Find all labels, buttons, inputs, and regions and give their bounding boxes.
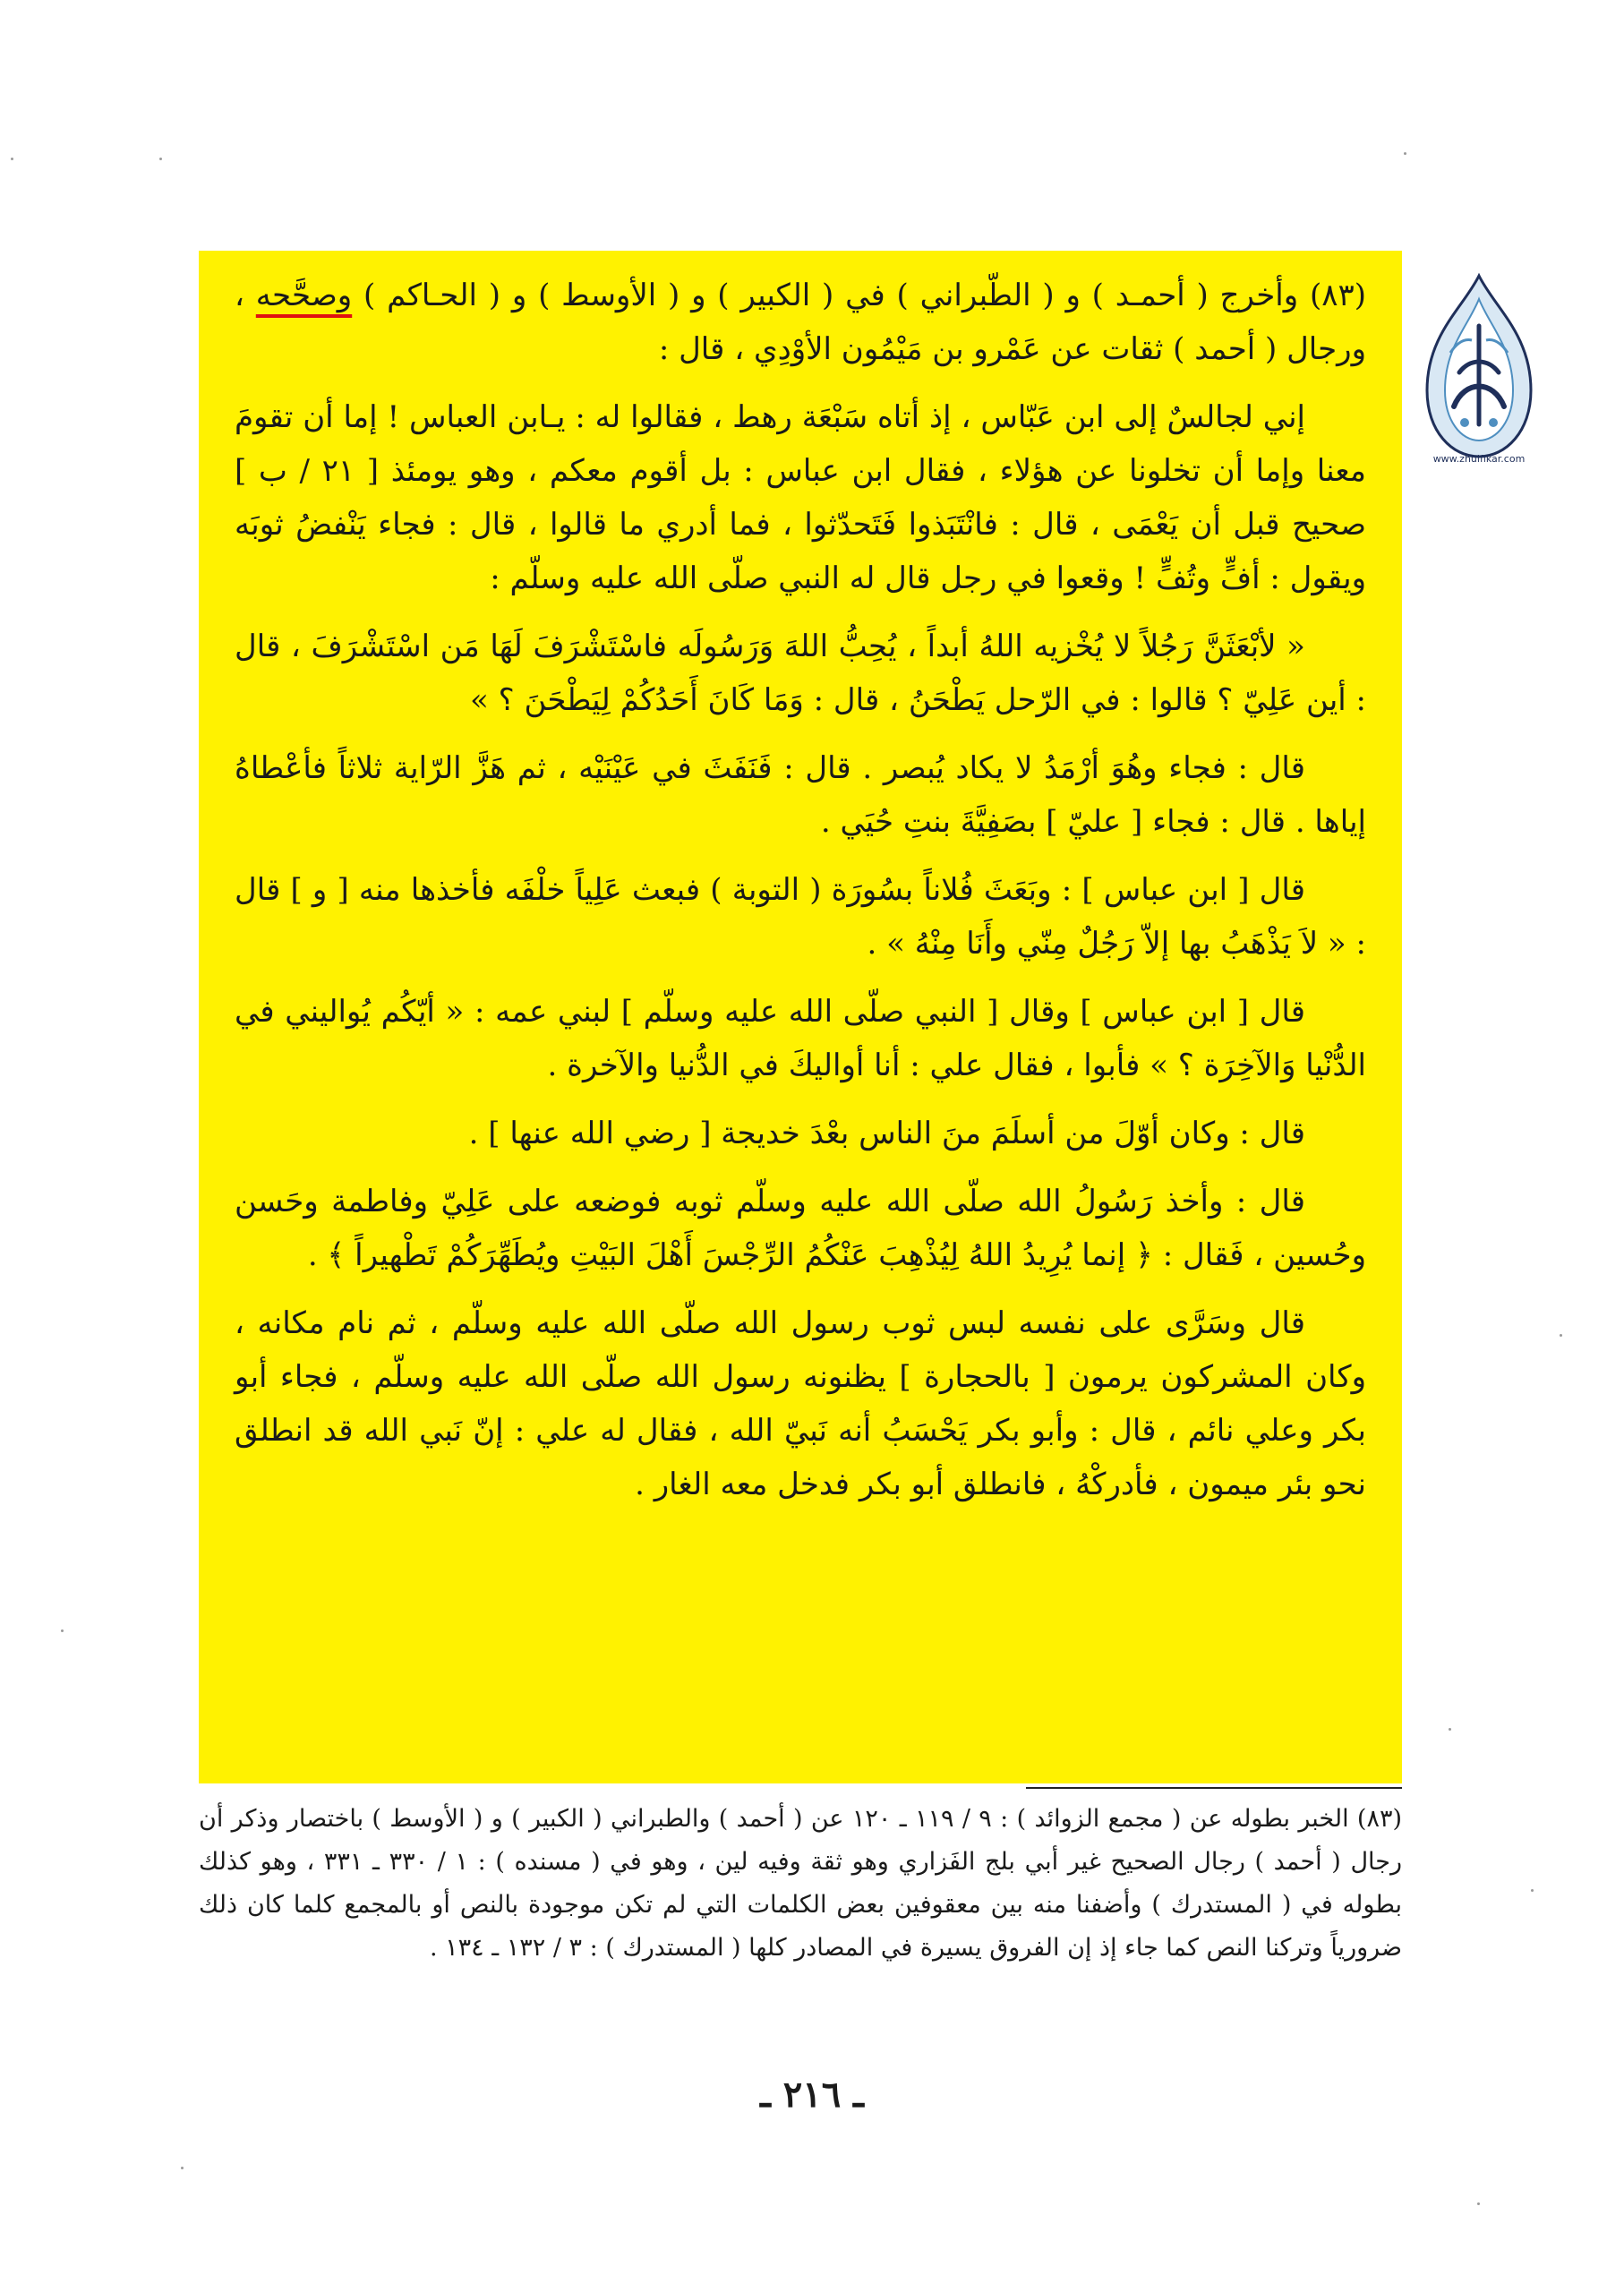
scan-speck <box>11 158 13 160</box>
paragraph: قال [ ابن عباس ] : وبَعَثَ فُلاناً بسُورَة ( التوبة ) فبعث عَلِياً خلْفَه فأخذها منه [ و ] قال : « لاَ يَذْهَبُ بها إلاّ رَجُلٌ مِنّي وأَنَا مِنْهُ » . <box>235 872 1366 962</box>
scan-speck <box>1560 1334 1562 1337</box>
main-text <box>235 269 1366 1526</box>
paragraph: إني لجالسٌ إلى ابن عَبّاس ، إذ أتاه سَبْعَة رهط ، فقالوا له : يـابن العباس ! إما أن تقومَ معنا وإما أن تخلونا عن هؤلاء ، فقال ابن عباس : بل أقوم معكم ، وهو يومئذ [ ٢١ / ب ] صحيح قبل أن يَعْمَى ، قال : فانْتَبَذوا فَتَحدّثوا ، فما أدري ما قالوا ، قال : فجاء يَنْفضُ ثوبَه ويقول : أفٍّ وتُفٍّ ! وقعوا في رجل قال له النبي صلّى الله عليه وسلّم : <box>235 399 1366 596</box>
intro-text-after: ، ورجال ( أحمد ) ثقات عن عَمْرو بن مَيْمُون الأوْدِي ، قال : <box>235 278 1366 367</box>
paragraph: قال : وأخذ رَسُولُ الله صلّى الله عليه وسلّم ثوبه فوضعه على عَلِيّ وفاطمة وحَسن وحُسين ، فَقال : ﴿ إنما يُرِيدُ اللهُ لِيُذْهِبَ عَنْكُمُ الرِّجْسَ أَهْلَ البَيْتِ ويُطَهِّرَكُمْ تَطْهيراً ﴾ . <box>235 1184 1366 1273</box>
scan-speck <box>1449 1728 1451 1731</box>
scan-speck <box>61 1629 64 1632</box>
paragraph: قال : فجاء وهُوَ أرْمَدُ لا يكاد يُبصر . قال : فَنَفَثَ في عَيْنَيْه ، ثم هَزَّ الرّاية ثلاثاً فأعْطاهُ إياها . قال : فجاء [ عليّ ] بصَفِيَّةَ بنتِ حُيَي . <box>235 750 1366 840</box>
footnote: (٨٣) الخبر بطوله عن ( مجمع الزوائد ) : ٩ / ١١٩ ـ ١٢٠ عن ( أحمد ) والطبراني ( الكبير ) و ( الأوسط ) باختصار وذكر أن رجال ( أحمد ) رجال الصحيح غير أبي بلج الفَزاري وهو ثقة وفيه لين ، وهو في ( مسنده ) : ١ / ٣٣٠ ـ ٣٣١ ، وهو كذلك بطوله في ( المستدرك ) وأضفنا منه بين معقوفين بعض الكلمات التي لم تكن موجودة بالنص أو بالمجمع كلما كان ذلك ضرورياً وتركنا النص كما جاء إذ إن الفروق يسيرة في المصادر كلها ( المستدرك ) : ٣ / ١٣٢ ـ ١٣٤ . <box>199 1805 1403 1962</box>
footnotes <box>199 1798 1402 1970</box>
scan-speck <box>1531 1889 1534 1892</box>
paragraph-intro <box>235 269 1366 376</box>
paragraph: قال : وكان أوّلَ من أسلَمَ منَ الناس بعْدَ خديجة [ رضي الله عنها ] . <box>468 1116 1305 1151</box>
scan-speck <box>159 158 162 160</box>
page-number: ـ ٢١٦ ـ <box>760 2074 864 2116</box>
logo-url: www.zhulfikar.com <box>1432 453 1526 465</box>
scan-speck <box>1404 152 1406 155</box>
underlined-word: وصحَّحه <box>255 278 353 313</box>
scan-speck <box>1477 2202 1480 2205</box>
paragraph: قال وسَرَّى على نفسه لبس ثوب رسول الله صلّى الله عليه وسلّم ، ثم نام مكانه ، وكان المشركون يرمون [ بالحجارة ] يظنونه رسول الله صلّى الله عليه وسلّم ، فجاء أبو بكر وعلي نائم ، قال : وأبو بكر يَحْسَبُ أنه نَبيّ الله ، فقال له علي : إنّ نَبي الله قد انطلق نحو بئر ميمون ، فأدركْهُ ، فانطلق أبو بكر فدخل معه الغار . <box>235 1305 1366 1502</box>
logo-emblem <box>1407 272 1551 478</box>
paragraph: قال [ ابن عباس ] وقال [ النبي صلّى الله عليه وسلّم ] لبني عمه : « أيّكُم يُواليني في الدُّنْيا وَالآخِرَة ؟ » فأبوا ، فقال علي : أنا أواليكَ في الدُّنيا والآخرة . <box>235 994 1366 1083</box>
footnote-divider <box>1026 1787 1402 1789</box>
paragraph: « لأبْعَثَنَّ رَجُلاً لا يُخْزيه اللهُ أبداً ، يُحِبُّ اللهَ وَرَسُولَه فاسْتَشْرَفَ لَهَا مَن اسْتَشْرَفَ ، قال : أين عَلِيّ ؟ قالوا : في الرّحل يَطْحَنُ ، قال : وَمَا كَانَ أَحَدُكُمْ لِيَطْحَنَ ؟ » <box>235 629 1366 718</box>
scan-speck <box>181 2167 184 2169</box>
intro-text-before: (٨٣) وأخرج ( أحمـد ) و ( الطّبراني ) في ( الكبير ) و ( الأوسط ) و ( الحـاكم ) <box>352 278 1367 313</box>
